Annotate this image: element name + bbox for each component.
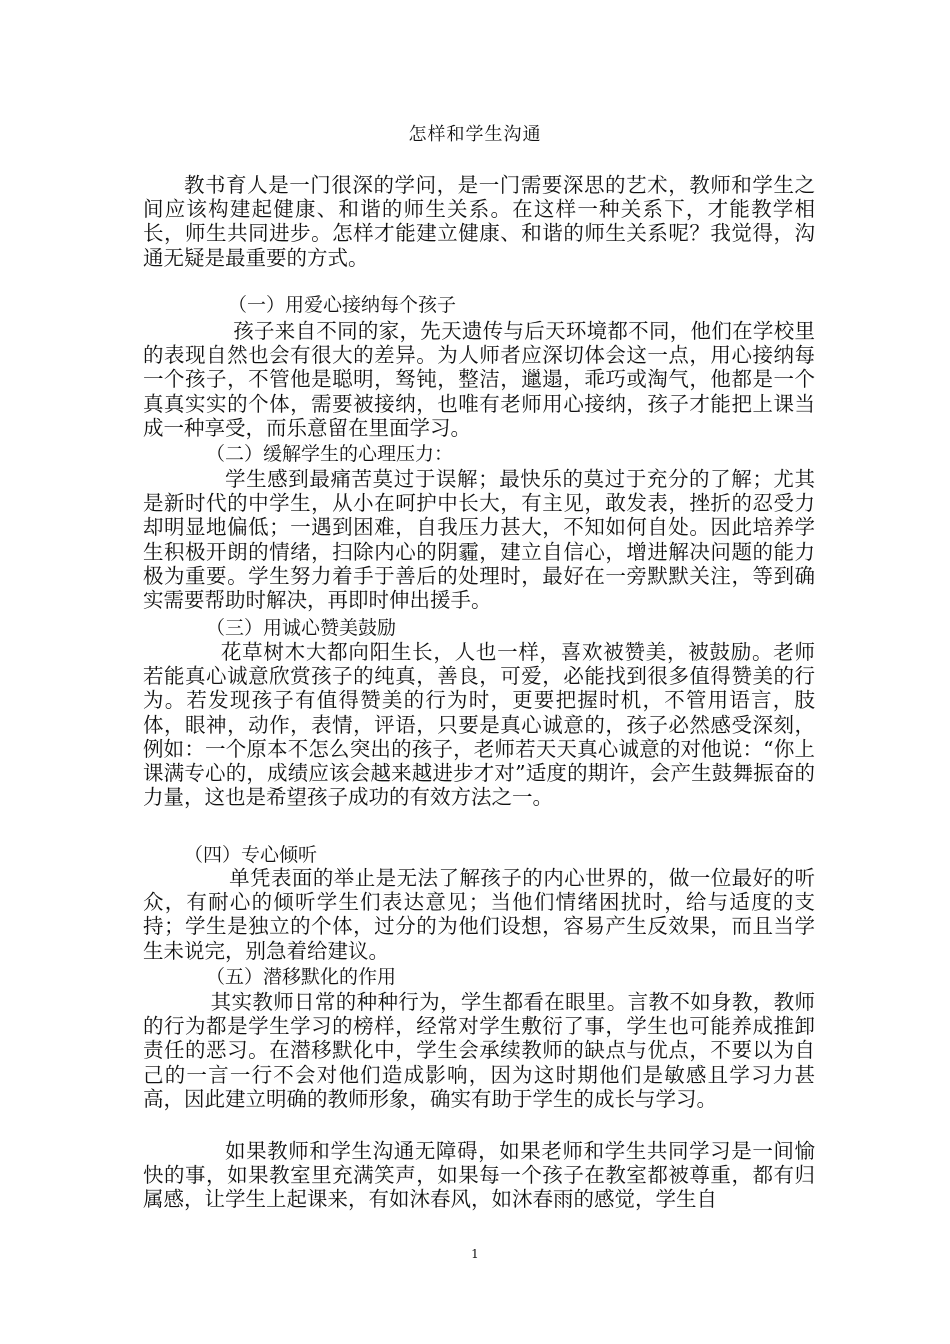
section-2-heading: （二）缓解学生的心理压力： [206, 443, 454, 465]
section-5-heading: （五）潜移默化的作用 [206, 966, 397, 988]
page-number: 1 [471, 1247, 479, 1261]
section-2-body: 学生感到最痛苦莫过于误解；最快乐的莫过于充分的了解；尤其是新时代的中学生，从小在呵护中长大，有主见，敢发表，挫折的忍受力却明显地偏低；一遇到困难，自我压力甚大，不知如何自处。因此培养学生积极开朗的情绪，扫除内心的阴霾，建立自信心，增进解决问题的能力极为重要。学生努力着手于善后的处理时，最好在一旁默默关注，等到确实需要帮助时解决，再即时伸出援手。 [143, 467, 815, 613]
section-4-heading: （四）专心倾听 [184, 844, 318, 866]
section-4-body: 单凭表面的举止是无法了解孩子的内心世界的，做一位最好的听众，有耐心的倾听学生们表达意见；当他们情绪困扰时，给与适度的支持；学生是独立的个体，过分的为他们设想，容易产生反效果，而且当学生未说完，别急着给建议。 [143, 866, 815, 963]
section-1-heading: （一）用爱心接纳每个孩子 [228, 294, 457, 316]
section-1-body: 孩子来自不同的家，先天遗传与后天环境都不同，他们在学校里的表现自然也会有很大的差异。为人师者应深切体会这一点，用心接纳每一个孩子，不管他是聪明，驽钝，整洁，邋遢，乖巧或淘气，他都是一个真真实实的个体，需要被接纳，也唯有老师用心接纳，孩子才能把上课当成一种享受，而乐意留在里面学习。 [143, 319, 815, 440]
intro-paragraph: 教书育人是一门很深的学问，是一门需要深思的艺术，教师和学生之间应该构建起健康、和谐的师生关系。在这样一种关系下，才能教学相长，师生共同进步。怎样才能建立健康、和谐的师生关系呢？我觉得，沟通无疑是最重要的方式。 [143, 173, 815, 270]
document-title: 怎样和学生沟通 [408, 124, 542, 145]
section-3-heading: （三）用诚心赞美鼓励 [206, 617, 397, 639]
section-3-body: 花草树木大都向阳生长，人也一样，喜欢被赞美，被鼓励。老师若能真心诚意欣赏孩子的纯真，善良，可爱，必能找到很多值得赞美的行为。若发现孩子有值得赞美的行为时，更要把握时机，不管用语言，肢体，眼神，动作，表情，评语，只要是真心诚意的，孩子必然感受深刻，例如：一个原本不怎么突出的孩子，老师若天天真心诚意的对他说：“你上课满专心的，成绩应该会越来越进步才对”适度的期许，会产生鼓舞振奋的力量，这也是希望孩子成功的有效方法之一。 [143, 640, 815, 810]
closing-paragraph: 如果教师和学生沟通无障碍，如果老师和学生共同学习是一间愉快的事，如果教室里充满笑声，如果每一个孩子在教室都被尊重，都有归属感，让学生上起课来，有如沐春风，如沐春雨的感觉，学生自 [143, 1139, 815, 1212]
section-5-body: 其实教师日常的种种行为，学生都看在眼里。言教不如身教，教师的行为都是学生学习的榜样，经常对学生敷衍了事，学生也可能养成推卸责任的恶习。在潜移默化中，学生会承续教师的缺点与优点，不要以为自己的一言一行不会对他们造成影响，因为这时期他们是敏感且学习力甚高，因此建立明确的教师形象，确实有助于学生的成长与学习。 [143, 990, 815, 1111]
